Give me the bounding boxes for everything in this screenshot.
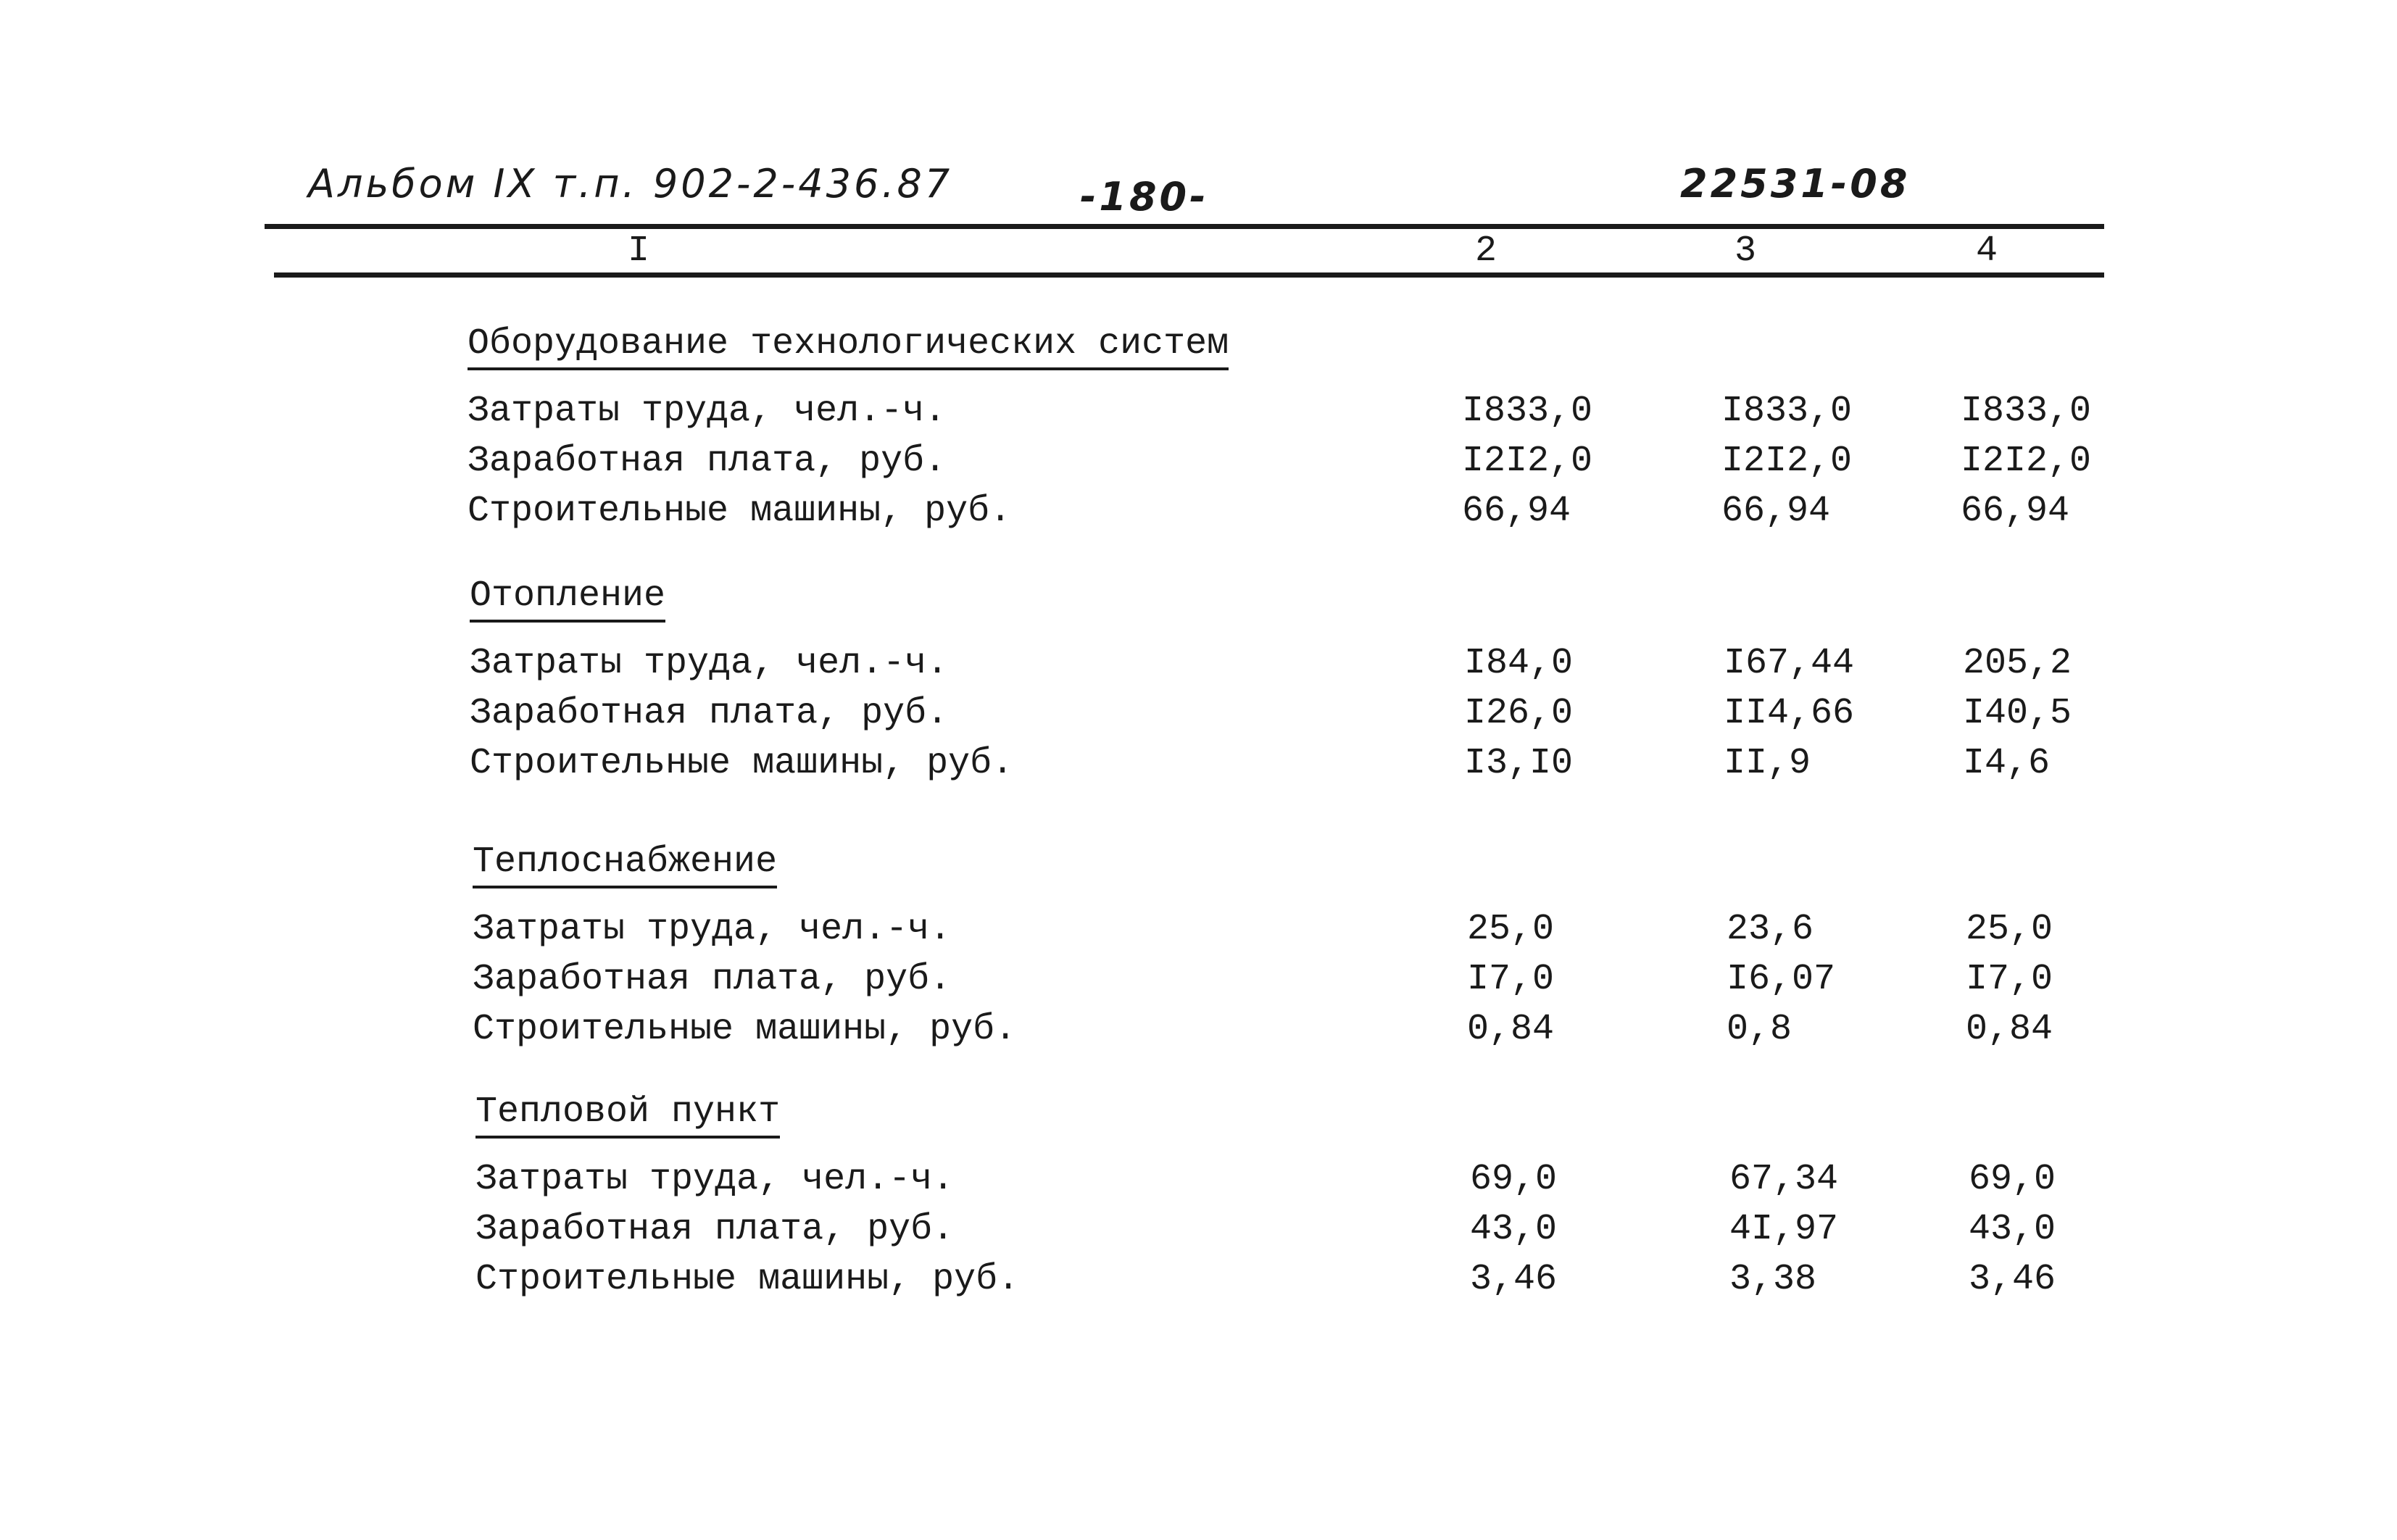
row-label: Затраты труда, чел.-ч. [475,1159,955,1200]
row-label: Затраты труда, чел.-ч. [470,643,949,684]
cell-col-3: I833,0 [1721,391,1853,432]
row-label: Строительные машины, руб. [475,1259,1020,1300]
row-label: Заработная плата, руб. [470,693,949,734]
cell-col-4: I2I2,0 [1961,441,2092,482]
row-label: Заработная плата, руб. [475,1209,955,1250]
section-equipment [468,322,2135,536]
table-row [470,638,2137,688]
table-row [475,1204,2143,1254]
column-header-3: 3 [1735,230,1757,272]
row-label: Заработная плата, руб. [473,959,952,1000]
row-label: Строительные машины, руб. [470,743,1014,784]
table-row [475,1154,2143,1204]
cell-col-2: 43,0 [1470,1209,1558,1250]
section-heat-supply [473,841,2140,1054]
cell-col-3: 0,8 [1727,1009,1792,1050]
column-header-1: I [628,230,650,272]
section-title: Отопление [470,575,665,623]
cell-col-3: II,9 [1724,743,1811,784]
cell-col-4: 43,0 [1969,1209,2056,1250]
cell-col-3: 67,34 [1729,1159,1839,1200]
cell-col-2: I26,0 [1464,693,1574,734]
table-top-rule [265,224,2104,229]
section-title: Тепловой пункт [475,1091,780,1139]
cell-col-4: 25,0 [1966,909,2053,950]
cell-col-4: 205,2 [1963,643,2072,684]
table-row [473,1004,2140,1054]
cell-col-4: 3,46 [1969,1259,2056,1300]
section-heat-point [475,1091,2143,1304]
cell-col-3: 4I,97 [1729,1209,1839,1250]
column-header-2: 2 [1475,230,1497,272]
row-label: Затраты труда, чел.-ч. [473,909,952,950]
cell-col-2: I7,0 [1467,959,1555,1000]
table-row [475,1254,2143,1304]
cell-col-2: 66,94 [1462,491,1571,532]
cell-col-2: I3,I0 [1464,743,1574,784]
table-row [468,436,2135,486]
document-code: 22531-08 [1680,161,1911,207]
cell-col-2: 69,0 [1470,1159,1558,1200]
cell-col-3: 23,6 [1727,909,1814,950]
section-title: Теплоснабжение [473,841,777,888]
cell-col-2: 25,0 [1467,909,1555,950]
cell-col-4: 0,84 [1966,1009,2053,1050]
table-row [468,486,2135,536]
cell-col-4: I833,0 [1961,391,2092,432]
cell-col-3: II4,66 [1724,693,1855,734]
section-heating [470,575,2137,788]
column-header-4: 4 [1976,230,1998,272]
table-header-rule [274,272,2104,278]
cell-col-3: 66,94 [1721,491,1831,532]
cell-col-3: 3,38 [1729,1259,1817,1300]
table-row [473,904,2140,954]
cell-col-3: I6,07 [1727,959,1836,1000]
cell-col-3: I67,44 [1724,643,1855,684]
page-number: -180- [1080,174,1209,220]
table-row [470,738,2137,788]
cell-col-4: 69,0 [1969,1159,2056,1200]
cell-col-2: 0,84 [1467,1009,1555,1050]
table-row [468,386,2135,436]
cell-col-4: I4,6 [1963,743,2051,784]
cell-col-2: I2I2,0 [1462,441,1593,482]
cell-col-4: I7,0 [1966,959,2053,1000]
table-row [470,688,2137,738]
cell-col-4: I40,5 [1963,693,2072,734]
cell-col-2: 3,46 [1470,1259,1558,1300]
row-label: Строительные машины, руб. [473,1009,1017,1050]
cell-col-2: I84,0 [1464,643,1574,684]
album-reference: Альбом IX т.п. 902-2-436.87 [308,161,953,207]
section-title: Оборудование технологических систем [468,322,1229,370]
table-row [473,954,2140,1004]
row-label: Строительные машины, руб. [468,491,1012,532]
row-label: Затраты труда, чел.-ч. [468,391,947,432]
cell-col-3: I2I2,0 [1721,441,1853,482]
row-label: Заработная плата, руб. [468,441,947,482]
cell-col-2: I833,0 [1462,391,1593,432]
cell-col-4: 66,94 [1961,491,2070,532]
